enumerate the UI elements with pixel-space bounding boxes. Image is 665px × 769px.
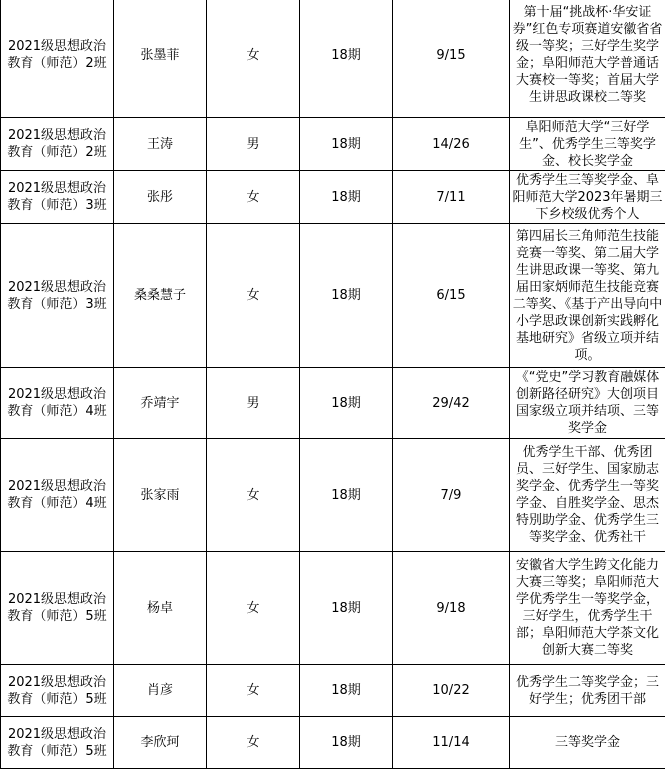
table-row xyxy=(1,717,665,769)
name-cell: 王涛 xyxy=(114,118,207,171)
rank-cell: 9/15 xyxy=(393,0,510,118)
rank-cell: 7/9 xyxy=(393,439,510,552)
term-cell: 18期 xyxy=(300,171,393,224)
awards-cell: 阜阳师范大学“三好学生”、优秀学生三等奖学金、校长奖学金 xyxy=(510,118,665,171)
table-row xyxy=(1,224,665,368)
name-cell: 张彤 xyxy=(114,171,207,224)
class-cell: 2021级思想政治教育（师范）4班 xyxy=(1,439,114,552)
rank-cell: 11/14 xyxy=(393,717,510,769)
class-cell: 2021级思想政治教育（师范）3班 xyxy=(1,224,114,368)
table-row xyxy=(1,439,665,552)
awards-cell: 安徽省大学生跨文化能力大赛三等奖；阜阳师范大学优秀学生一等奖学金，三好学生，优秀学生干部；阜阳师范大学茶文化创新大赛二等奖 xyxy=(510,552,665,665)
table-row xyxy=(1,368,665,439)
rank-cell: 14/26 xyxy=(393,118,510,171)
awards-cell: 优秀学生二等奖学金；三好学生；优秀团干部 xyxy=(510,665,665,717)
awards-cell: 第十届“挑战杯·华安证券”红色专项赛道安徽省省级一等奖；三好学生奖学金；阜阳师范大学普通话大赛校一等奖；首届大学生讲思政课校二等奖 xyxy=(510,0,665,118)
rank-cell: 9/18 xyxy=(393,552,510,665)
class-cell: 2021级思想政治教育（师范）2班 xyxy=(1,0,114,118)
table-row xyxy=(1,171,665,224)
rank-cell: 10/22 xyxy=(393,665,510,717)
rank-cell: 6/15 xyxy=(393,224,510,368)
awards-cell: 《“党史”学习教育融媒体创新路径研究》大创项目国家级立项并结项、三等奖学金 xyxy=(510,368,665,439)
term-cell: 18期 xyxy=(300,118,393,171)
gender-cell: 男 xyxy=(207,368,300,439)
gender-cell: 女 xyxy=(207,0,300,118)
rank-cell: 29/42 xyxy=(393,368,510,439)
table-row xyxy=(1,0,665,118)
name-cell: 张墨菲 xyxy=(114,0,207,118)
gender-cell: 女 xyxy=(207,439,300,552)
awards-cell: 优秀学生三等奖学金、阜阳师范大学2023年暑期三下乡校级优秀个人 xyxy=(510,171,665,224)
gender-cell: 男 xyxy=(207,118,300,171)
term-cell: 18期 xyxy=(300,439,393,552)
class-cell: 2021级思想政治教育（师范）5班 xyxy=(1,717,114,769)
name-cell: 张家雨 xyxy=(114,439,207,552)
class-cell: 2021级思想政治教育（师范）3班 xyxy=(1,171,114,224)
gender-cell: 女 xyxy=(207,552,300,665)
term-cell: 18期 xyxy=(300,0,393,118)
name-cell: 杨卓 xyxy=(114,552,207,665)
rank-cell: 7/11 xyxy=(393,171,510,224)
class-cell: 2021级思想政治教育（师范）5班 xyxy=(1,552,114,665)
table-body xyxy=(1,0,665,769)
class-cell: 2021级思想政治教育（师范）5班 xyxy=(1,665,114,717)
awards-cell: 第四届长三角师范生技能竞赛一等奖、第二届大学生讲思政课一等奖、第九届田家炳师范生技能竞赛二等奖、《基于产出导向中小学思政课创新实践孵化基地研究》省级立项并结项。 xyxy=(510,224,665,368)
name-cell: 桑桑慧子 xyxy=(114,224,207,368)
gender-cell: 女 xyxy=(207,717,300,769)
term-cell: 18期 xyxy=(300,717,393,769)
table-row xyxy=(1,665,665,717)
term-cell: 18期 xyxy=(300,665,393,717)
class-cell: 2021级思想政治教育（师范）4班 xyxy=(1,368,114,439)
term-cell: 18期 xyxy=(300,224,393,368)
gender-cell: 女 xyxy=(207,171,300,224)
name-cell: 乔靖宇 xyxy=(114,368,207,439)
table-row xyxy=(1,118,665,171)
name-cell: 李欣珂 xyxy=(114,717,207,769)
gender-cell: 女 xyxy=(207,665,300,717)
term-cell: 18期 xyxy=(300,368,393,439)
name-cell: 肖彦 xyxy=(114,665,207,717)
awards-cell: 三等奖学金 xyxy=(510,717,665,769)
table-row xyxy=(1,552,665,665)
term-cell: 18期 xyxy=(300,552,393,665)
gender-cell: 女 xyxy=(207,224,300,368)
awards-cell: 优秀学生干部、优秀团员、三好学生、国家励志奖学金、优秀学生一等奖学金、自胜奖学金、思杰特別助学金、优秀学生三等奖学金、优秀社干 xyxy=(510,439,665,552)
class-cell: 2021级思想政治教育（师范）2班 xyxy=(1,118,114,171)
